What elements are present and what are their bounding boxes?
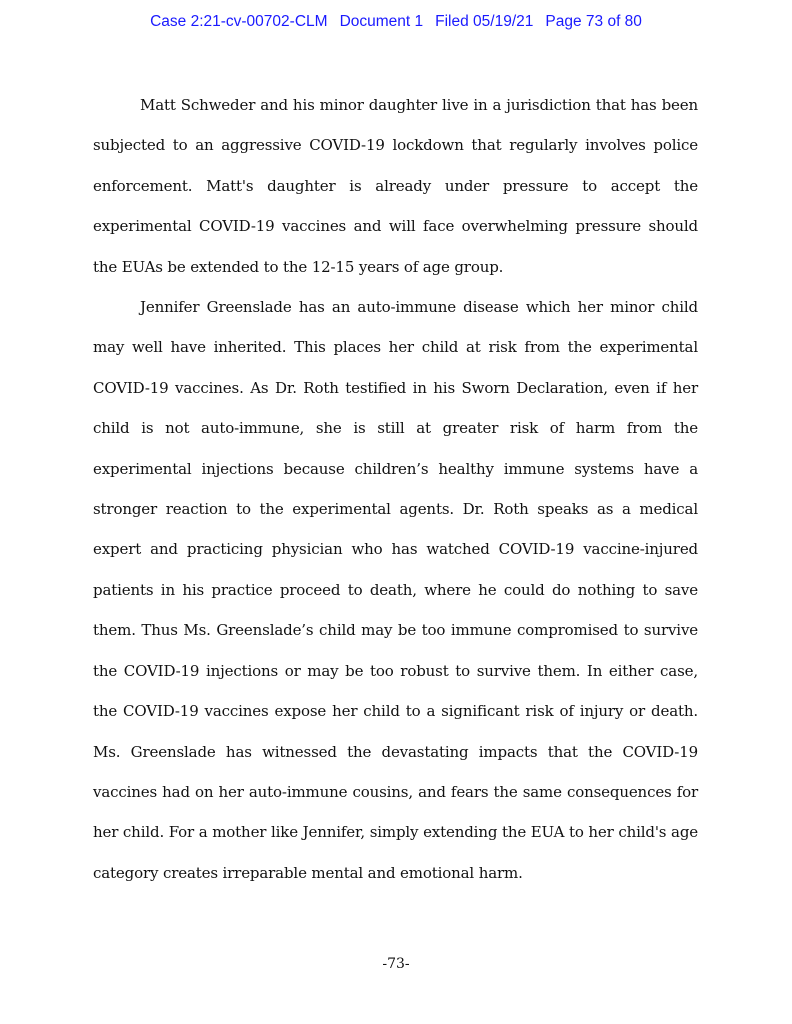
page-indicator: Page 73 of 80 [545, 13, 642, 30]
paragraph-greenslade: Jennifer Greenslade has an auto-immune disease which her minor child may well have inherited. This places her child at risk from the experimental COVID-19 vaccines. As Dr. Roth testified in his Sworn Declaration, even if her child is not auto-immune, she is still at greater risk of harm from the experimental injections because children’s healthy immune systems have a stronger reaction to the experimental agents. Dr. Roth speaks as a medical expert and practicing physician who has watched COVID-19 vaccine-injured patients in his practice proceed to death, where he could do nothing to save them. Thus Ms. Greenslade’s child may be too immune compromised to survive the COVID-19 injections or may be too robust to survive them. In either case, the COVID-19 vaccines expose her child to a significant risk of injury or death. Ms. Greenslade has witnessed the devastating impacts that the COVID-19 vaccines had on her auto-immune cousins, and fears the same consequences for her child. For a mother like Jennifer, simply extending the EUA to her child's age category creates irreparable mental and emotional harm. [93, 298, 698, 882]
document-body [93, 85, 698, 893]
page-number: -73- [382, 956, 410, 972]
case-number: Case 2:21-cv-00702-CLM [150, 13, 328, 30]
filed-date: Filed 05/19/21 [435, 13, 534, 30]
document-number: Document 1 [339, 13, 424, 30]
paragraph-schweder: Matt Schweder and his minor daughter live in a jurisdiction that has been subjected to an aggressive COVID-19 lockdown that regularly involves police enforcement. Matt's daughter is already under pressure to accept the experimental COVID-19 vaccines and will face overwhelming pressure should the EUAs be extended to the 12-15 years of age group. [93, 96, 698, 276]
case-header [0, 13, 792, 31]
